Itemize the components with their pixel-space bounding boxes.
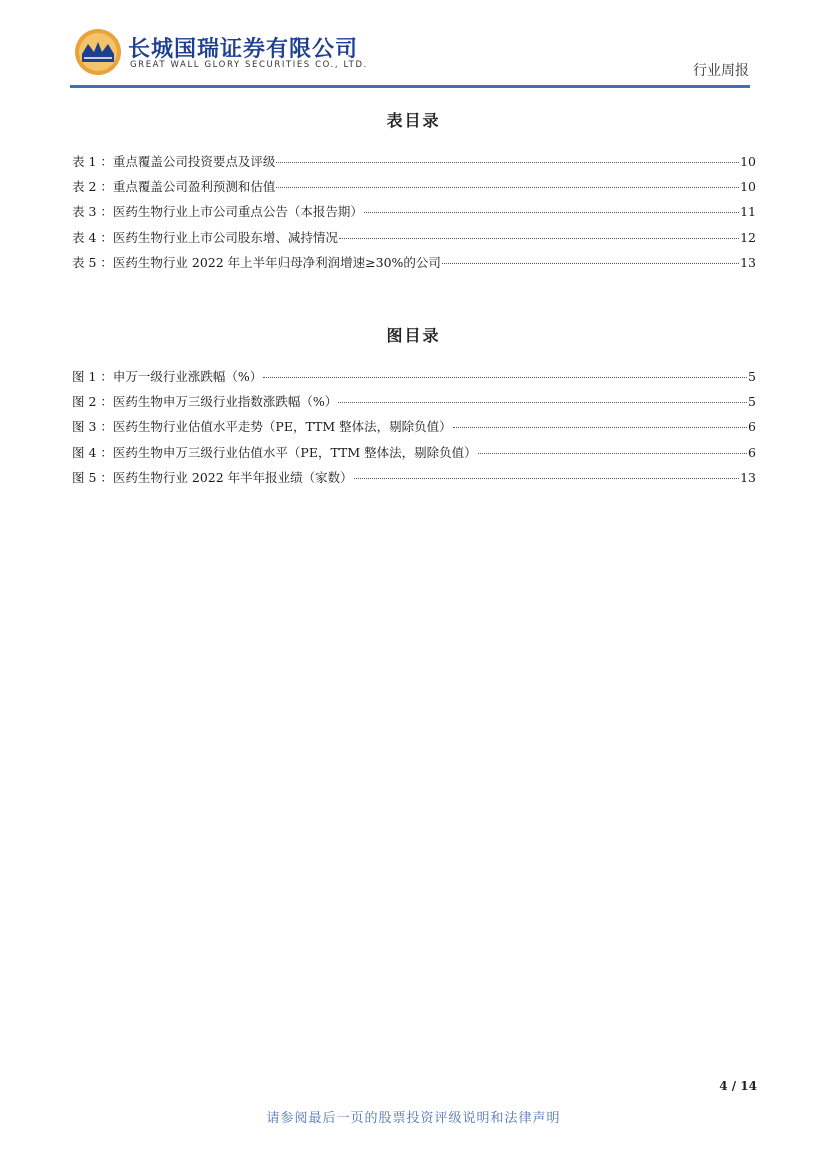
toc-dot-leader — [276, 162, 739, 163]
table-toc-entry[interactable] — [72, 152, 756, 177]
toc-entry-title: 医药生物申万三级行业估值水平（PE，TTM 整体法，剔除负值） — [112, 444, 477, 460]
toc-entry-page: 13 — [740, 469, 756, 485]
toc-entry-title: 申万一级行业涨跌幅（%） — [112, 369, 263, 384]
toc-entry-title: 医药生物行业 2022 年半年报业绩（家数） — [112, 469, 353, 485]
toc-entry-title: 医药生物申万三级行业指数涨跌幅（%） — [112, 394, 338, 410]
company-name-en: GREAT WALL GLORY SECURITIES CO., LTD. — [130, 60, 368, 70]
toc-entry-title: 医药生物行业上市公司股东增、减持情况 — [112, 229, 338, 245]
figure-toc-entry[interactable] — [72, 468, 756, 493]
toc-entry-title: 医药生物行业 2022 年上半年归母净利润增速≥30%的公司 — [112, 254, 441, 270]
report-type: 行业周报 — [693, 63, 749, 79]
footer-disclaimer: 请参阅最后一页的股票投资评级说明和法律声明 — [266, 1111, 561, 1126]
toc-dot-leader — [338, 402, 747, 403]
toc-entry-label: 图 1 ： — [72, 369, 113, 384]
toc-dot-leader — [453, 427, 747, 428]
toc-entry-page: 5 — [748, 369, 756, 384]
table-toc-entry[interactable] — [72, 253, 756, 278]
tables-toc-title: 表目录 — [386, 111, 441, 130]
toc-entry-page: 6 — [748, 444, 756, 460]
figure-toc-entry[interactable] — [72, 417, 756, 442]
toc-entry-label: 图 4 ： — [72, 444, 113, 460]
toc-entry-title: 医药生物行业估值水平走势（PE，TTM 整体法，剔除负值） — [112, 419, 452, 435]
tables-toc-list — [72, 152, 756, 278]
toc-entry-label: 表 3 ： — [72, 204, 113, 220]
toc-entry-title: 重点覆盖公司投资要点及评级 — [112, 154, 276, 169]
table-toc-entry[interactable] — [72, 228, 756, 253]
toc-entry-page: 13 — [740, 254, 756, 270]
figure-toc-entry[interactable] — [72, 443, 756, 468]
figure-toc-entry[interactable] — [72, 367, 756, 392]
page-header — [0, 0, 827, 90]
toc-entry-label: 表 1 ： — [72, 154, 113, 169]
table-toc-entry[interactable] — [72, 177, 756, 202]
toc-entry-page: 12 — [740, 229, 756, 245]
toc-dot-leader — [276, 187, 739, 188]
company-name-cn: 长城国瑞证券有限公司 — [128, 37, 359, 62]
toc-dot-leader — [478, 453, 747, 454]
toc-entry-page: 11 — [740, 204, 756, 220]
toc-entry-page: 10 — [740, 154, 756, 169]
toc-entry-label: 图 2 ： — [72, 394, 113, 410]
table-toc-entry[interactable] — [72, 202, 756, 227]
toc-dot-leader — [354, 478, 739, 479]
toc-entry-label: 图 5 ： — [72, 469, 113, 485]
figure-toc-entry[interactable] — [72, 392, 756, 417]
toc-dot-leader — [263, 377, 747, 378]
figures-toc-list — [72, 367, 756, 493]
toc-entry-label: 表 2 ： — [72, 179, 113, 195]
page-number: 4 / 14 — [719, 1079, 757, 1093]
toc-entry-page: 6 — [748, 419, 756, 435]
toc-dot-leader — [442, 263, 739, 264]
figures-toc-title: 图目录 — [386, 326, 441, 345]
company-logo-icon — [74, 28, 122, 76]
toc-entry-page: 5 — [748, 394, 756, 410]
toc-entry-title: 医药生物行业上市公司重点公告（本报告期） — [112, 204, 363, 220]
toc-entry-label: 表 4 ： — [72, 229, 113, 245]
header-divider — [70, 85, 750, 88]
toc-dot-leader — [339, 238, 739, 239]
toc-entry-title: 重点覆盖公司盈利预测和估值 — [112, 179, 276, 195]
toc-entry-page: 10 — [740, 179, 756, 195]
toc-entry-label: 图 3 ： — [72, 419, 113, 435]
toc-dot-leader — [364, 212, 739, 213]
toc-entry-label: 表 5 ： — [72, 254, 113, 270]
